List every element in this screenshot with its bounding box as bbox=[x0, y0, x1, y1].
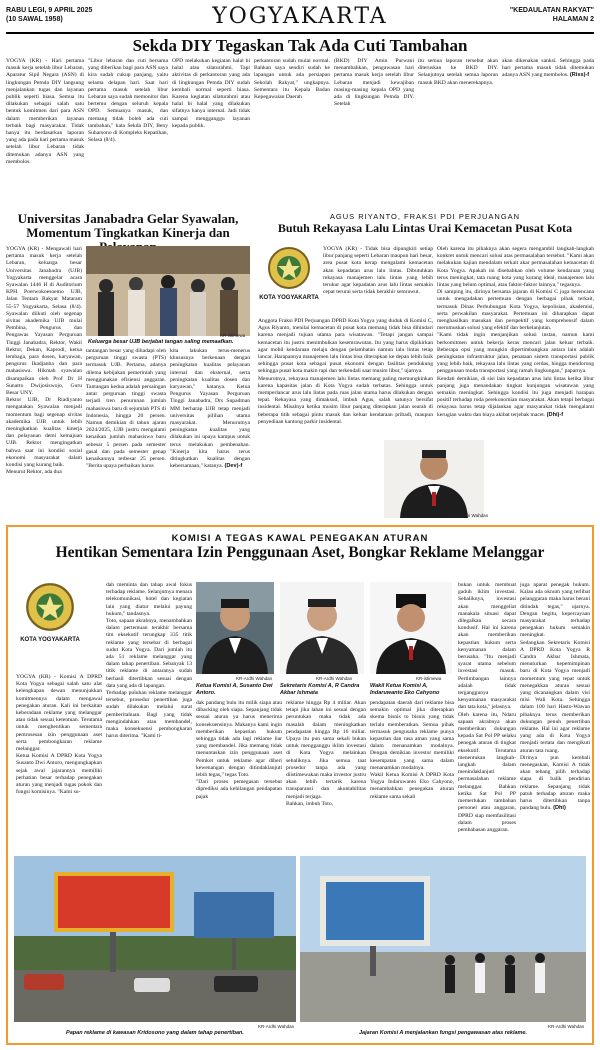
story4-col3-a: dak pandang bulu itu milik siapa atau dibacking oleh siapa. Sepanjang tidak sesuai aturan ya harus menerima konsekuensinya. Makanya kami ingin memberikan kepastian hukum sehingga tidak ada lagi reklame liar yang membandel. Jika memang tidak menuntaskan izin penggunaan aset Pemkot untuk reklame agar diberi kewenangan dengan ditindaklanjuti lebih tegas," tegas Toto. bbox=[196, 700, 282, 779]
bottom-caption-1: Papan reklame di kawasan Kridosono yang dalam tahap penertiban. bbox=[66, 1030, 244, 1036]
story4-col4-b: Bahkan, imbuh Toto, bbox=[286, 800, 334, 807]
story4-logo-label: KOTA YOGYAKARTA bbox=[20, 637, 80, 643]
portrait-sekretaris bbox=[280, 582, 364, 674]
portrait-wakil-credit: KR-istimewa bbox=[416, 676, 442, 681]
story4-col1-a: YOGYA (KR) - Komisi A DPRD Kota Yogya sebagai salah satu alat kelengkapan dewan menunjukkan komitmennya dalam mengawal penegakan aturan. Kali ini berkaitan keberadaan reklame yang melanggar atau tidak sesuai ketentuan. Terutama untuk menghentikan sementara pemrosesan izin penggunaan aset serta pembongkaran reklame melanggar. bbox=[16, 674, 102, 753]
bottom-photo-inspection bbox=[300, 856, 586, 1022]
story3-portrait bbox=[384, 440, 484, 518]
bottom-photo2-credit: KR-Ardhi Wahdan bbox=[548, 1024, 585, 1029]
story4-col2-a: dah meminta dan tahap awal fokus terhadap reklame. Selanjutnya menara telekomunikasi, hotel dan kegiatan lain yang diatur melalui payung hukum," tandasnya. bbox=[106, 582, 192, 617]
masthead-rule bbox=[6, 32, 594, 34]
story3-signoff: (Dhi)-f bbox=[546, 411, 564, 418]
story4-col2-b: Toto, sapaan akrabnya, menambahkan dalam pertemuan terakhir bersama tim eksekutif terungkap 335 titik reklame yang tersebar di berbagai sudut Kota Yogya. Dari jumlah itu ada 51 reklame melanggar yang dalam tahap penertiban. Sebanyak 13 titik reklame di antaranya sudah berhasil ditertibkan sesuai dengan data yang ada di lapangan. bbox=[106, 618, 192, 689]
story3-headline: Butuh Rekayasa Lalu Lintas Urai Kemacetan Pusat Kota bbox=[277, 221, 573, 235]
story4-col6-b: Oleh karena itu, Ndaru sapaan akrabnya akan memberikan dukungan kepada Sat Pol PP selaku penegak aturan di tingkat eksekutif. Terutama menentukan langkah-langkah dalam menindaklanjuti permasalahan reklame melanggar. Bahkan ketika Sat Pol PP memerlukan tambahan personel atau anggaran, DPRD siap memfasilitasi dalam proses pembahasan anggaran. bbox=[458, 711, 516, 833]
story2-photo-credit: KR-istimewa bbox=[220, 333, 246, 338]
story4-col2-c: Terhadap puluhan reklame melanggar tersebut, prosedur penertiban juga sudah dilakukan melalui surat pemberitahuan. Bagi yang tidak mengindahkan atau membandel, maka konsekuensi pembongkaran harus diterima. "Kami ti- bbox=[106, 690, 192, 740]
dprd-emblem-icon bbox=[267, 246, 311, 290]
story2-photo bbox=[86, 246, 250, 336]
story1-signoff: (Riss)-f bbox=[569, 72, 590, 79]
story1-col7-text: akan dikenakan sanksi. Sehingga pada hari pertama masuk tidak ditemukan adanya ASN yang membolos. bbox=[502, 58, 594, 79]
story4-col1-b: Ketua Komisi A DPRD Kota Yogya Susanto Dwi Antoro, mengungkapkan sejak awal jajarannya memiliki perhatian besar terhadap penegakan aturan yang menjadi tugas pokok dan fungsi komisinya. "Kami su- bbox=[16, 753, 102, 796]
story3-col2-a: Oleh karena itu pihaknya akan segera mengambil langkah-langkah konkret untuk mencari solusi atas permasalahan tersebut. "Kami akan melakukan kajian mendalam terkait akar permasalahan kemacetan di Kota Yogya. Apakah ini disebabkan oleh volume kendaraan yang terus meningkat, tata ruang kota yang kurang ideal, manajemen lalu lintas yang belum optimal, atau faktor-faktor lainnya," tegasnya. bbox=[437, 246, 594, 289]
story4-headline: Hentikan Sementara Izin Penggunaan Aset, Bongkar Reklame Melanggar bbox=[55, 544, 545, 561]
story4-col6-a: bukan untuk membuat gaduh iklim investasi. Sebaliknya, investasi akan menggeliat manakala situasi dapat dilegalkan secara kondusif. Hal ini karena akan memberikan kepastian hukum serta kenyamanan dalam berusaha. "Itu menjadi syarat utama sebelum investasi masuk. Pertimbangan lainnya adalah tidak terganggunya kenyamanan masyarakat dan tata kota," jelasnya. bbox=[458, 582, 516, 711]
story3-col1b-a: Anggota Fraksi PDI Perjuangan DPRD Kota Yogya yang duduk di Komisi C, Agus Riyanto, menilai kemacetan di pusat kota memang tidak bisa dihindari karena menjadi tujuan utama para wisatawan. "Tetapi jangan sampai kemacetan itu justru menimbulkan kesemrawutan. Itu yang harus dipikirkan agar mobil kendaraan melaju dengan pelambatan namun lalu lintas tetap lancar. Harapannya manajemen lalu lintas bisa diterapkan ke depan lebih baik sehingga pusat kota sebagai pusat ekonomi dengan fasilitas pendukung sehingga pusat kota makin rapi dan terkendali saat musim libur," ujarnya. bbox=[258, 318, 433, 375]
story2-headline-2: Momentum Tingkatkan Kinerja dan bbox=[26, 225, 230, 240]
story1-col6: itu semua laporan tersebut akan diteruskan ke BKD DIY. Selanjutnya setelah semua laporan masuk BKD akan menerekapnya. bbox=[418, 58, 498, 86]
story1-col3: OPD melakukan kegiatan halal bi halal atau silaturahmi. Tapi aktivitas di perkantoran yang ada di lingkungan Pemda DIY sudah kembali normal seperti biasa. Karena kegiatan silaturahmi atau halal bi halal yang dilakukan sifatnya hanya internal. Jadi tidak sampai mengganggu layanan kepada publik. bbox=[172, 58, 250, 129]
story4-col5-a: pendapatan daerah dari reklame bisa semakin optimal jika diterapkan skema bisnis to bisnis yang tidak terlalu memberatkan. Semua pihak termasuk pengusaha reklame punya kepastian dan rasa aman yang sama dalam menanamkan modalnya. Dengan demikian investor memiliki kesempatan yang sama dalam menanamkan modalnya. bbox=[370, 700, 454, 771]
story2-caption: Keluarga besar UJB berjabat tangan saling memaafkan. bbox=[88, 339, 234, 345]
bottom-caption-2: Jajaran Komisi A menjalankan fungsi pengawasan atas reklame. bbox=[358, 1030, 528, 1036]
portrait-ketua-credit: KR-Ardhi Wahdan bbox=[236, 676, 273, 681]
story3-photo-credit: KR-Ardhi Wahdan bbox=[452, 513, 489, 518]
story3-dprd-logo bbox=[258, 246, 320, 308]
masthead bbox=[6, 4, 594, 32]
story3-kicker: AGUS RIYANTO, FRAKSI PDI PERJUANGAN bbox=[329, 212, 521, 221]
story2-col1 bbox=[6, 246, 82, 521]
story1-col2: "Libur lebaran dan cuti bersama yang diberikan bagi para ASN saya kira sudah cukup panjang, yaitu selama delapan hari. Saat hari pertama masuk setelah libur Lebaran saya sudah memonitor dan bertemu dengan seluruh kepala OPD. Semuanya masuk, dan memang tidak boleh ada cuti tambahan," kata Sekda DIY, Beny Suharsono di Kompleks Kepatihan, Selasa (8/4). bbox=[88, 58, 168, 144]
section-title: YOGYAKARTA bbox=[212, 4, 388, 29]
date-line-2: (10 SAWAL 1958) bbox=[6, 16, 63, 23]
portrait-ketua-caption: Ketua Komisi A, Susanto Dwi Antoro. bbox=[196, 683, 273, 696]
story4-signoff: (Dhi) bbox=[553, 805, 566, 812]
story2-col1-a: YOGYA (KR) - Mengawali hari pertama masuk kerja setelah Lebaran, keluarga besar Universitas Janabadra (UJB) Yogyakarta menggelar acara Syawalan 1446 H di Auditorium KPH Poerwokoesoemo UJB, Jalan Tentara Rakyat Mataram 55-57 Yogyakarta, Selasa (8/4). Syawalan diikuti oleh segenap sivitas akademika UJB mulai Pembina, Pengurus dan Pengawas Yayasan Perguruan Tinggi Janabadra, Rektor, Wakil Rektor, Dekan, Kaprodi, ketua lembaga, para dosen, karyawan, pengurus Ikadjanba dan para mahasiswa. Hikmah syawalan disampaikan oleh Prof Dr H Sunarto Dwijosiswojo, Guru Besar UNY. bbox=[6, 246, 82, 397]
story1-col4: perkantoran sudah mulai normal. Bahkan saya sendiri sudah ke lapangan untuk ada persiapan Sekolah Rakyat," ungkapnya. Sementara itu Kepala Badan Kepegawaian Daerah bbox=[254, 58, 330, 101]
story4-col1 bbox=[16, 674, 102, 850]
story4-dprd-logo bbox=[16, 582, 84, 660]
story2-col3 bbox=[170, 348, 250, 520]
story4-col3-b: "Dari proses pemegasan tersebut diprediksi ada kehilangan pendapatan pajak bbox=[196, 779, 282, 800]
story1-headline: Sekda DIY Tegaskan Tak Ada Cuti Tambahan bbox=[132, 36, 468, 55]
story4-col7-a: juga aparat penegak hukum. Kalau ada oknum yang terlibat pelanggaran maka harus berani ditindak tegas," ujarnya. Dengan begitu, kepercayaan masyarakat terhadap penegakan hukum semakin meningkat. bbox=[520, 582, 590, 639]
bottom-photo-billboard bbox=[14, 856, 296, 1022]
story1-col7 bbox=[502, 58, 594, 138]
story2-headline-1: Universitas Janabadra Gelar Syawalan, bbox=[17, 211, 239, 226]
bottom-photo1-credit: KR-Ardhi Wahdan bbox=[258, 1024, 295, 1029]
story4-col7-c: Dirinya pun kembali menegaskan, Komisi A tidak akan tebang pilih terhadap siapa di balik pendirian reklame. Sepanjang tidak patuh terhadap aturan maka harus ditertibkan tanpa pandang bulu. bbox=[520, 754, 590, 812]
portrait-sekretaris-credit: KR-Ardhi Wahdan bbox=[316, 676, 353, 681]
date-line-1: RABU LEGI, 9 APRIL 2025 bbox=[6, 7, 93, 14]
story4-col2 bbox=[106, 582, 192, 850]
story4-col7-b: Sedangkan Sekretaris Komisi A DPRD Kota Yogya R Candra Akbar Ishmata, menuturkan kepemimpinan baru di Kota Yogya menjadi momentum yang tepat untuk menegakkan aturan sesuai yang dicanangkan dalam visi misi Wali Kota. Sehingga dalam 100 hari Hasto-Wawan pihaknya terus memberikan dukungan penuh penertiban reklame. Hal ini agar reklame yang ada di Kota Yogya menjadi tertata dan mengikuti aturan tata ruang. bbox=[520, 639, 590, 754]
story2-col1-c: Menurut Rektor, ada dua bbox=[6, 469, 62, 476]
story4-col3 bbox=[196, 700, 282, 850]
story4-col4 bbox=[286, 700, 366, 850]
story1-col5: (BKD) DIY Amin Purwani menambahkan, pengawasan hari pertama masuk kerja setelah libur Lebaran menjadi kewajiban masing-masing kepala OPD yang ada di lingkungan Pemda DIY. Setelah bbox=[334, 58, 414, 108]
story2-col2: tantangan besar yang dihadapi oleh perguruan tinggi swasta (PTS) termasuk UJB. Pertama, adanya dilema kebijakan pemerintah yang menggunakan efisiensi anggaran. Tantangan kedua adalah persaingan antar perguruan tinggi swasta terjadi tren penurunan jumlah mahasiswa baru di sejumlah PTS di Indonesia, hingga 20 persen. Namun demikian di tahun ajaran 2024/2025, UJB justru mengalami kenaikan jumlah mahasiswa baru sebesar 5 persen pada semester gasal dan pada semester genap kenaikannya terbesar 25 persen. "Berita upaya perbaikan harus bbox=[86, 348, 166, 470]
story3-col2-b: Di samping itu, dirinya bersama jajaran di Komisi C juga berencana untuk mengadakan pertemuan dengan berbagai pihak terkait, termasuk Dinas Perhubungan Kota Yogya, kepolisian, akademisi, serta perwakilan masyarakat. Pertemuan ini diharapkan dapat menghasilkan masukan dan perspektif yang komprehensif dalam merumuskan solusi yang efektif dan berkelanjutan. bbox=[437, 289, 594, 332]
story4-col5 bbox=[370, 700, 454, 850]
dprd-emblem-icon bbox=[25, 582, 75, 632]
story4-col4-a: reklame hingga Rp 4 miliar. Akan tetapi jika lahan ini sesuai dengan peruntukan maka tidak ada masalah dalam meningkatkan pendapatan hingga Rp 16 miliar. Upaya itu pun sama sekali bukan untuk mengganggu iklim investasi di Kota Yogya melainkan sebaliknya. Jika semua taat prosedur tanpa ada yang diistimewakan maka investor justru akan lebih tertarik karena transparansi dan akuntabilitas menjadi terjaga. bbox=[286, 700, 366, 800]
story4-header bbox=[14, 533, 586, 562]
story3-col2-d: Kendati demikian, di sisi lain kepadatan arus lalu lintas ketika libur panjang juga menandakan tingkat kunjungan wisatawan yang semakin meningkat. Sehingga kondisi itu juga menjadi harapan positif terhadap roda perekonomian masyarakat. Akan tetapi berbagai rekayasa harus tetap dijalankan agar masyarakat tidak mengalami kerugian waktu dan biaya akibat terjebak macet. bbox=[437, 375, 594, 418]
story4-col7 bbox=[520, 582, 590, 850]
portrait-ketua bbox=[196, 582, 274, 674]
page-number: HALAMAN 2 bbox=[552, 16, 594, 23]
story3-col1b-b: Menurutnya, rekayasa manajemen lalu lintas memang paling memungkinkan karena kapasitas jalan di Kota Yogya sudah terbatas. Sehingga untuk memperlancar arus lalu lintas pada ruas jalan utama harus dilakukan dengan tepat. Rekayasa yang dimaksud, imbuh Agus, salah satunya bersifat insidental. Misalnya ketika musim libur panjang diterapkan jalan searah di beberapa titik sebagai pintu masuk dan keluar kendaraan pribadi, maupun penyediaan kantong parkir insidental. bbox=[258, 375, 433, 425]
story3-header bbox=[256, 212, 594, 235]
story3-col1: YOGYA (KR) - Tidak bisa dipungkiri setiap libur panjang seperti Lebaran maupun hari besar, area pusat kota kerap mengalami kemacetan akan kepadatan arus lalu lintas. Dibutuhkan rekayasa manajemen lalu lintas yang lebih terukur agar kepadatan arus lalu lintas semakin cepat terurai serta tidak berakhir semrawut. bbox=[323, 246, 433, 296]
story4-col5-b: Wakil Ketua Komisi A DPRD Kota Yogya Indaruwanto Eko Cahyono, menambahkan penegakan aturan reklame sama sekali bbox=[370, 772, 454, 800]
portrait-wakil-caption: Wakil Ketua Komisi A, Indaruwanto Eko Cahyono bbox=[370, 683, 440, 696]
page-info bbox=[510, 6, 594, 24]
story3-col2-c: "Kami tidak ingin menjanjikan solusi instan, namun kami berkomitmen untuk bekerja keras mencari jalan keluar terbaik. Beberapa opsi yang mungkin dipertimbangkan antara lain adalah peningkatan infrastruktur jalan, penataan sistem transportasi publik yang lebih baik, rekayasa lalu lintas yang cerdas, hingga mendorong penggunaan moda transportasi yang ramah lingkungan," paparnya. bbox=[437, 332, 594, 375]
portrait-wakil-ketua bbox=[370, 582, 452, 674]
story4-col6 bbox=[458, 582, 516, 850]
story2-col3-text: kita lakukan terus-menerus khususnya berkenaan dengan peningkatan kualitas pelayanan internal dan eksternal, serta peningkatan kualitas dosen dan karyawan," katanya. Ketua Pengurus Yayasan Perguruan Tinggi Janabadra, Drs Supadman MM berharap UJB tetap menjadi universitas pilihan utama masyarakat. Menurutnya peningkatan kualitas yang dilakukan ini upaya kampus untuk terus melakukan pembenahan. "Kinerja kita harus terus ditingkatkan kualitas dengan kebersamaan," katanya. bbox=[170, 348, 250, 470]
story4-kicker: KOMISI A TEGAS KAWAL PENEGAKAN ATURAN bbox=[171, 533, 429, 544]
portrait-sekretaris-caption: Sekretaris Komisi A, R Candra Akbar Ishmata bbox=[280, 683, 360, 696]
story2-signoff: (Dev)-f bbox=[224, 463, 243, 470]
story2-col1-b: Rektor UJB, Dr Riadiyanto mengatakan Syawalan menjadi momentum bagi segenap sivitas akademika UJB untuk lebih meningkatkan kualitas kinerja dan pelayanan demi kemajuan UJB. Rektor mengingatkan bahwa saat ini kondisi sosial ekonomi masyarakat dalam kondisi yang kurang baik. bbox=[6, 397, 82, 469]
publication-name: "KEDAULATAN RAKYAT" bbox=[509, 7, 594, 14]
story1-col1: YOGYA (KR) - Hari pertama masuk kerja setelah libur Lebaran, Aparatur Sipil Negara (ASN) di lingkungan Pemda DIY langsung menjalankan tugas dan layanan publik seperti biasa. Semua itu dilakukan sebagai salah satu bentuk komitmen dari para ASN dalam memberikan layanan terbaik bagi masyarakat. Tidak hanya itu berdasarkan laporan yang ada pada hari pertama masuk setelah libur Lebaran tidak ditemukan adanya ASN yang membolos. bbox=[6, 58, 84, 165]
story3-logo-label: KOTA YOGYAKARTA bbox=[259, 295, 319, 301]
